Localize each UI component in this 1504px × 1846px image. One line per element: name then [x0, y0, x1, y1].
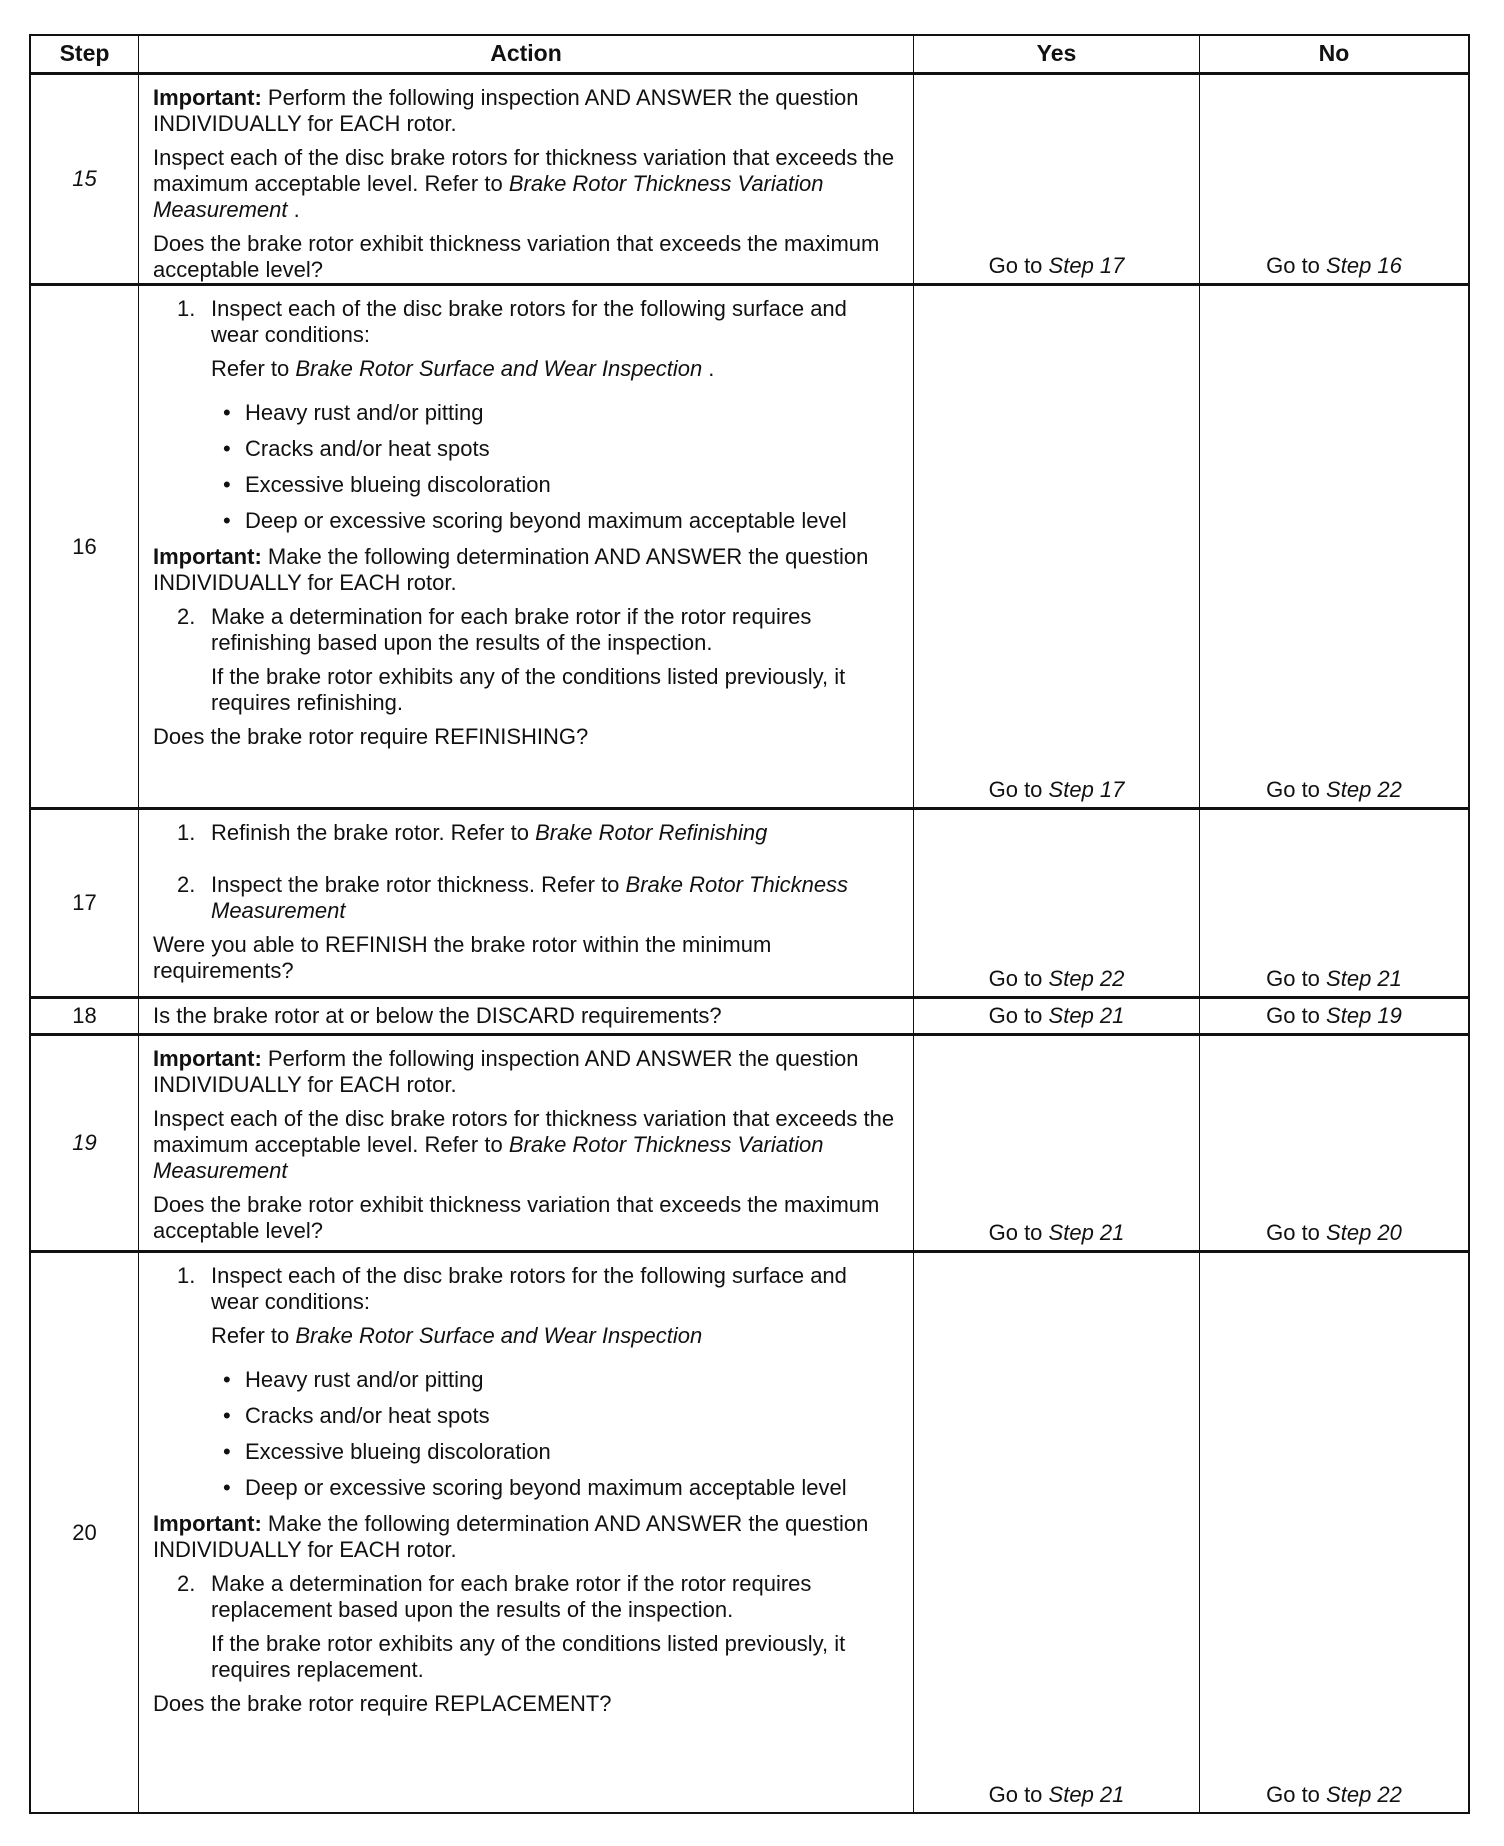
numbered-item: 2. Make a determination for each brake rotor if the rotor requires refinishing based upon the results of the inspection.: [177, 604, 812, 655]
table-row-step-17: [31, 807, 1468, 996]
list-item: • Excessive blueing discoloration: [223, 472, 551, 497]
important-note: Important: Perform the following inspection AND ANSWER the question INDIVIDUALLY for EACH rotor.: [153, 1046, 859, 1097]
header-step: Step: [59, 40, 110, 66]
important-note: Important: Make the following determination AND ANSWER the question INDIVIDUALLY for EACH rotor.: [153, 1511, 869, 1562]
condition-list: [153, 1367, 899, 1501]
table-row-step-19: [31, 1033, 1468, 1250]
table-row-step-20: [31, 1250, 1468, 1812]
table-row-step-15: [31, 72, 1468, 283]
list-item: • Cracks and/or heat spots: [223, 436, 490, 461]
numbered-item: 2. Inspect the brake rotor thickness. Refer to Brake Rotor Thickness Measurement: [177, 872, 849, 923]
step-number: 18: [72, 1003, 97, 1028]
reference-line: Refer to Brake Rotor Surface and Wear Inspection .: [211, 356, 715, 381]
yes-goto[interactable]: Go to Step 21: [988, 1782, 1125, 1807]
reference-link[interactable]: Brake Rotor Thickness Measurement: [211, 872, 849, 923]
important-note: Important: Perform the following inspection AND ANSWER the question INDIVIDUALLY for EACH rotor.: [153, 85, 859, 136]
action-cell: [138, 286, 913, 807]
header-no: No: [1199, 36, 1468, 72]
table-row-step-18: [31, 996, 1468, 1033]
yes-goto[interactable]: Go to Step 21: [988, 1003, 1125, 1028]
question: Does the brake rotor exhibit thickness variation that exceeds the maximum acceptable level?: [153, 231, 880, 282]
yes-goto[interactable]: Go to Step 17: [988, 253, 1125, 278]
action-cell: [138, 1253, 913, 1812]
action-cell: [138, 810, 913, 996]
table-row-step-16: [31, 283, 1468, 807]
condition-list: [153, 400, 899, 534]
reference-link[interactable]: Brake Rotor Refinishing: [535, 820, 768, 845]
table-header: [31, 36, 1468, 72]
step-number: 15: [72, 166, 97, 191]
yes-goto[interactable]: Go to Step 17: [988, 777, 1125, 802]
step-number: 17: [72, 890, 97, 915]
reference-link[interactable]: Brake Rotor Surface and Wear Inspection: [295, 356, 703, 381]
step-number: 20: [72, 1519, 97, 1545]
action-cell: [138, 1036, 913, 1250]
instruction: Inspect each of the disc brake rotors for thickness variation that exceeds the maximum acceptable level. Refer to Brake Rotor Thickness Variation Measurement .: [153, 145, 895, 222]
no-goto[interactable]: Go to Step 16: [1266, 253, 1402, 278]
list-item: • Deep or excessive scoring beyond maximum acceptable level: [223, 1475, 847, 1500]
list-item: • Heavy rust and/or pitting: [223, 1367, 484, 1392]
no-goto[interactable]: Go to Step 22: [1266, 1782, 1402, 1807]
list-item: • Cracks and/or heat spots: [223, 1403, 490, 1428]
action-cell: [138, 999, 913, 1033]
no-goto[interactable]: Go to Step 19: [1266, 1003, 1402, 1028]
list-item: • Deep or excessive scoring beyond maximum acceptable level: [223, 508, 847, 533]
list-item: • Excessive blueing discoloration: [223, 1439, 551, 1464]
important-note: Important: Make the following determination AND ANSWER the question INDIVIDUALLY for EACH rotor.: [153, 544, 869, 595]
question: Does the brake rotor require REPLACEMENT?: [153, 1691, 612, 1716]
diagnostic-table: [29, 34, 1470, 1814]
numbered-item: 1. Inspect each of the disc brake rotors for the following surface and wear conditions:: [177, 296, 847, 347]
no-goto[interactable]: Go to Step 21: [1266, 966, 1402, 991]
question: Does the brake rotor exhibit thickness variation that exceeds the maximum acceptable level?: [153, 1192, 880, 1243]
no-goto[interactable]: Go to Step 20: [1266, 1220, 1402, 1245]
action-cell: [138, 75, 913, 283]
sub-note: If the brake rotor exhibits any of the conditions listed previously, it requires replacement.: [211, 1631, 846, 1682]
list-item: • Heavy rust and/or pitting: [223, 400, 484, 425]
header-yes: Yes: [913, 36, 1199, 72]
numbered-item: 1. Inspect each of the disc brake rotors for the following surface and wear conditions:: [177, 1263, 847, 1314]
numbered-item: 2. Make a determination for each brake rotor if the rotor requires replacement based upon the results of the inspection.: [177, 1571, 812, 1622]
reference-link[interactable]: Brake Rotor Thickness Variation Measurement: [153, 171, 824, 222]
step-number: 19: [72, 1130, 97, 1155]
reference-link[interactable]: Brake Rotor Surface and Wear Inspection: [295, 1323, 703, 1348]
step-number: 16: [72, 533, 97, 559]
instruction: Inspect each of the disc brake rotors for thickness variation that exceeds the maximum acceptable level. Refer to Brake Rotor Thickness Variation Measurement: [153, 1106, 895, 1183]
sub-note: If the brake rotor exhibits any of the conditions listed previously, it requires refinishing.: [211, 664, 846, 715]
reference-line: Refer to Brake Rotor Surface and Wear Inspection: [211, 1323, 703, 1348]
no-goto[interactable]: Go to Step 22: [1266, 777, 1402, 802]
header-action: Action: [138, 36, 913, 72]
yes-goto[interactable]: Go to Step 21: [988, 1220, 1125, 1245]
question: Were you able to REFINISH the brake rotor within the minimum requirements?: [153, 932, 772, 983]
yes-goto[interactable]: Go to Step 22: [988, 966, 1125, 991]
reference-link[interactable]: Brake Rotor Thickness Variation Measurement: [153, 1132, 824, 1183]
question: Is the brake rotor at or below the DISCARD requirements?: [153, 1003, 722, 1028]
numbered-item: 1. Refinish the brake rotor. Refer to Brake Rotor Refinishing: [177, 820, 768, 845]
question: Does the brake rotor require REFINISHING?: [153, 724, 589, 749]
